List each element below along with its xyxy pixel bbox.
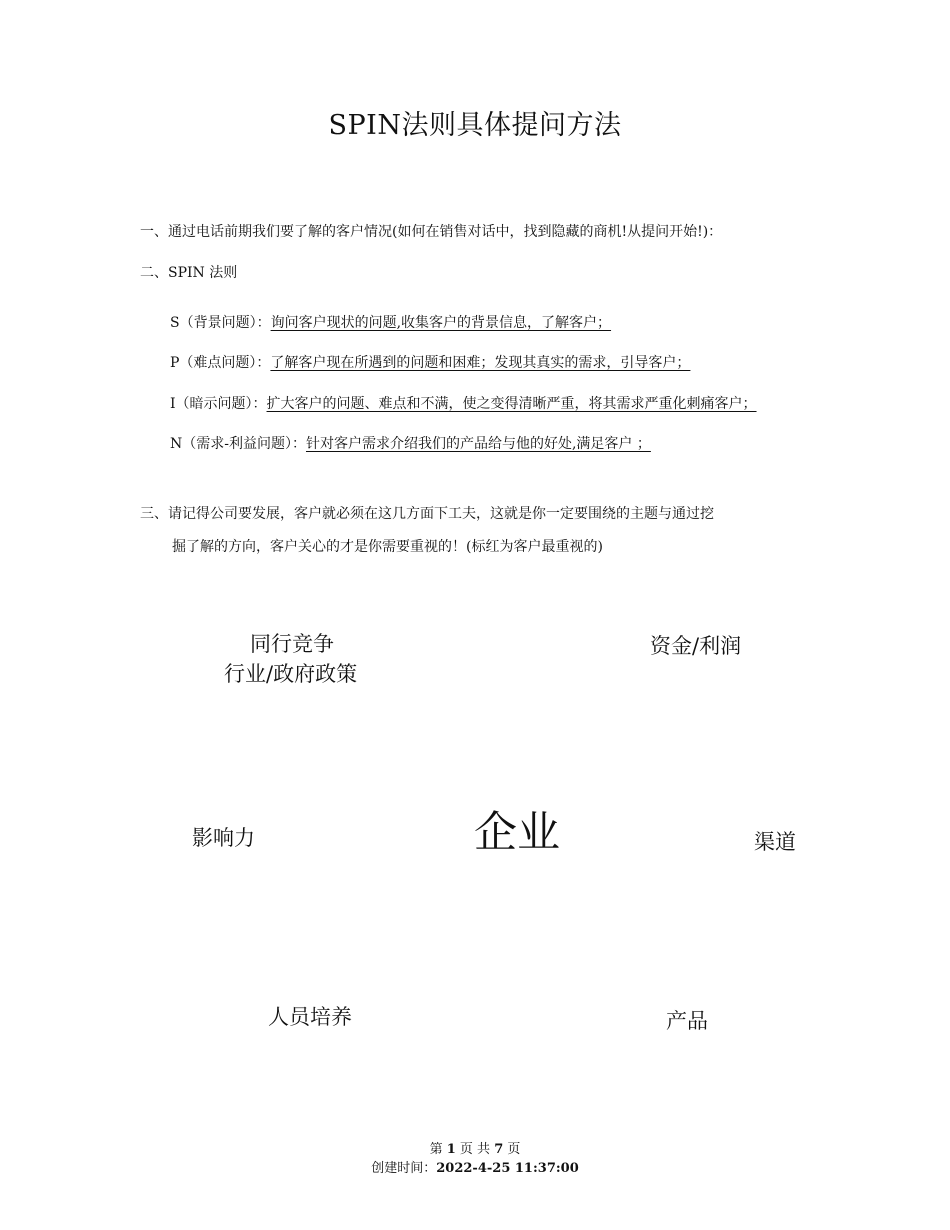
- created-label: 创建时间：: [371, 1161, 437, 1176]
- spin-item-prefix: I（暗示问题）：: [170, 396, 267, 412]
- diagram-label-competition: 同行竞争: [250, 632, 334, 656]
- spin-item-i: [170, 394, 757, 414]
- diagram-label-influence: 影响力: [192, 826, 255, 850]
- page-label-post: 页: [507, 1142, 521, 1157]
- diagram-label-training: 人员培养: [268, 1005, 352, 1029]
- spin-item-n: [170, 434, 651, 454]
- spin-item-prefix: N（需求-利益问题）：: [170, 436, 306, 452]
- section-3-paragraph-line-1: 三、请记得公司要发展，客户就必须在这几方面下工夫，这就是你一定要围绕的主题与通过挖: [140, 506, 714, 522]
- spin-item-text: 了解客户现在所遇到的问题和困难；发现其真实的需求，引导客户；: [270, 355, 691, 371]
- spin-item-s: [170, 313, 611, 333]
- page-label-pre: 第: [429, 1142, 443, 1157]
- diagram-center-label: 企业: [474, 808, 560, 858]
- diagram-label-channel: 渠道: [754, 830, 796, 854]
- spin-item-text: 询问客户现状的问题,收集客户的背景信息，了解客户；: [270, 315, 612, 331]
- page-number: [0, 1138, 950, 1157]
- section-3-paragraph-line-2: 掘了解的方向，客户关心的才是你需要重视的！(标红为客户最重视的): [172, 539, 603, 555]
- document-title: SPIN法则具体提问方法: [328, 110, 622, 141]
- spin-item-p: [170, 353, 690, 373]
- section-1-heading: 一、通过电话前期我们要了解的客户情况(如何在销售对话中，找到隐藏的商机!从提问开始!)：: [140, 224, 723, 240]
- spin-item-text: 扩大客户的问题、难点和不满，使之变得清晰严重，将其需求严重化刺痛客户；: [266, 396, 757, 412]
- spin-item-text: 针对客户需求介绍我们的产品给与他的好处,满足客户 ；: [305, 436, 651, 452]
- page-current: 1: [446, 1142, 456, 1157]
- diagram-label-policy: 行业/政府政策: [224, 662, 358, 686]
- section-2-heading: 二、SPIN 法则: [140, 265, 238, 281]
- spin-item-prefix: P（难点问题）：: [170, 355, 271, 371]
- created-value: 2022-4-25 11:37:00: [436, 1161, 579, 1176]
- diagram-label-product: 产品: [666, 1009, 708, 1033]
- created-time: [0, 1157, 950, 1176]
- page-label-mid: 页 共: [459, 1142, 491, 1157]
- page-total: 7: [494, 1142, 504, 1157]
- diagram-label-funds: 资金/利润: [650, 634, 742, 658]
- spin-item-prefix: S（背景问题）：: [170, 315, 271, 331]
